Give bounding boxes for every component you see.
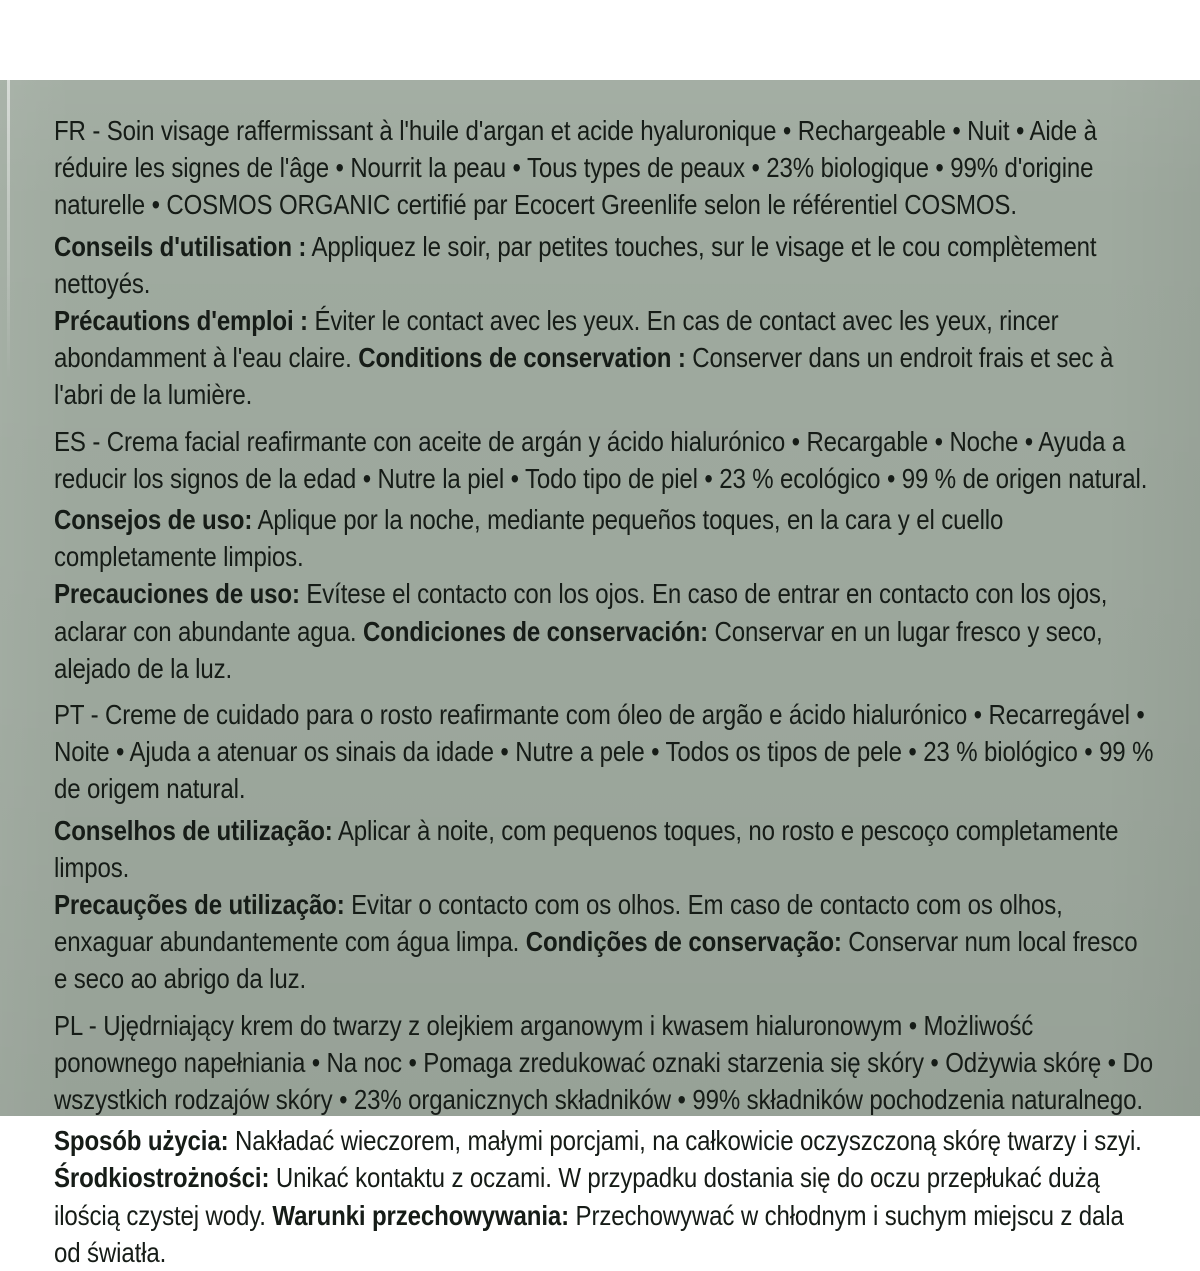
es-storage-text: Conservar en un lugar fresco y seco, alejado de la luz. — [54, 615, 1103, 684]
pt-precautions-heading: Precauções de utilização: — [54, 889, 345, 921]
paragraph-es-usage — [54, 501, 1154, 575]
pt-usage-heading: Conselhos de utilização: — [54, 814, 333, 846]
es-usage-text: Aplique por la noche, mediante pequeños toques, en la cara y el cuello completamente limpios. — [54, 504, 1004, 573]
es-product-text: ES - Crema facial reafirmante con aceite de argán y ácido hialurónico • Recargable • Noche • Ayuda a reducir los signos de la edad • Nutre la piel • Todo tipo de piel • 23 % ecológico • 99 % de origen natural. — [54, 425, 1148, 494]
pl-precautions-text: Unikać kontaktu z oczami. W przypadku dostania się do oczu przepłukać dużą ilością czystej wody. — [54, 1162, 1100, 1231]
pl-usage-text: Nakładać wieczorem, małymi porcjami, na całkowicie oczyszczoną skórę twarzy i szyi. — [228, 1125, 1142, 1157]
es-precautions-heading: Precauciones de uso: — [54, 578, 300, 610]
product-label-panel — [0, 80, 1200, 1268]
paragraph-fr-usage — [54, 228, 1154, 302]
fr-usage-heading: Conseils d'utilisation : — [54, 230, 307, 262]
fr-precautions-text: Éviter le contact avec les yeux. En cas de contact avec les yeux, rincer abondamment à l'eau claire. — [54, 305, 1059, 374]
pl-product-text: PL - Ujędrniający krem do twarzy z olejkiem arganowym i kwasem hialuronowym • Możliwość ponownego napełniania • Na noc • Pomaga zredukować oznaki starzenia się skóry • Odżywia skórę • Do wszystkich rodzajów skóry • 23% organicznych składników • 99% składników pochodzenia naturalnego. — [54, 1009, 1153, 1116]
spacer — [54, 998, 1154, 1007]
es-storage-heading: Condiciones de conservación: — [363, 615, 708, 647]
pl-storage-text: Przechowywać w chłodnym i suchym miejscu z dala od światła. — [54, 1199, 1124, 1268]
panel-edge-seam — [7, 80, 10, 380]
pt-product-text: PT - Creme de cuidado para o rosto reafirmante com óleo de argão e ácido hialurónico • Recarregável • Noite • Ajuda a atenuar os sinais da idade • Nutre a pele • Todos os tipos de pele • 23 % biológico • 99 % de origem natural. — [54, 699, 1154, 805]
fr-precautions-heading: Précautions d'emploi : — [54, 305, 308, 337]
paragraph-pt-precautions — [54, 886, 1154, 998]
pt-usage-text: Aplicar à noite, com pequenos toques, no rosto e pescoço completamente limpos. — [54, 814, 1119, 883]
paragraph-pl-product — [54, 1007, 1154, 1119]
es-usage-heading: Consejos de uso: — [54, 504, 253, 536]
pl-usage-heading: Sposób użycia: — [54, 1125, 229, 1157]
spacer — [54, 687, 1154, 696]
fr-storage-heading: Conditions de conservation : — [358, 342, 686, 374]
pl-storage-heading: Warunki przechowywania: — [272, 1199, 570, 1231]
pt-storage-text: Conservar num local fresco e seco ao abrigo da luz. — [54, 926, 1138, 995]
label-text-block — [54, 112, 1154, 1271]
fr-product-text: FR - Soin visage raffermissant à l'huile d'argan et acide hyaluronique • Rechargeable • Nuit • Aide à réduire les signes de l'âge • Nourrit la peau • Tous types de peaux • 23% biologique • 99% d'origine naturelle • COSMOS ORGANIC certifié par Ecocert Greenlife selon le référentiel COSMOS. — [54, 115, 1097, 221]
paragraph-es-precautions — [54, 575, 1154, 687]
fr-storage-text: Conserver dans un endroit frais et sec à l'abri de la lumière. — [54, 342, 1114, 411]
pt-precautions-text: Evitar o contacto com os olhos. Em caso de contacto com os olhos, enxaguar abundantemente com água limpa. — [54, 889, 1063, 958]
paragraph-pl-precautions — [54, 1159, 1154, 1271]
spacer — [54, 414, 1154, 423]
pl-precautions-heading: Środkiostrożności: — [54, 1162, 270, 1194]
fr-usage-text: Appliquez le soir, par petites touches, sur le visage et le cou complètement nettoyés. — [54, 230, 1097, 299]
pt-storage-heading: Condições de conservação: — [525, 926, 842, 958]
paragraph-es-product — [54, 423, 1154, 497]
es-precautions-text: Evítese el contacto con los ojos. En caso de entrar en contacto con los ojos, aclarar con abundante agua. — [54, 578, 1108, 647]
paragraph-fr-product — [54, 112, 1154, 224]
paragraph-pl-usage — [54, 1122, 1154, 1159]
paragraph-pt-usage — [54, 812, 1154, 886]
paragraph-fr-precautions — [54, 302, 1154, 414]
paragraph-pt-product — [54, 696, 1154, 808]
